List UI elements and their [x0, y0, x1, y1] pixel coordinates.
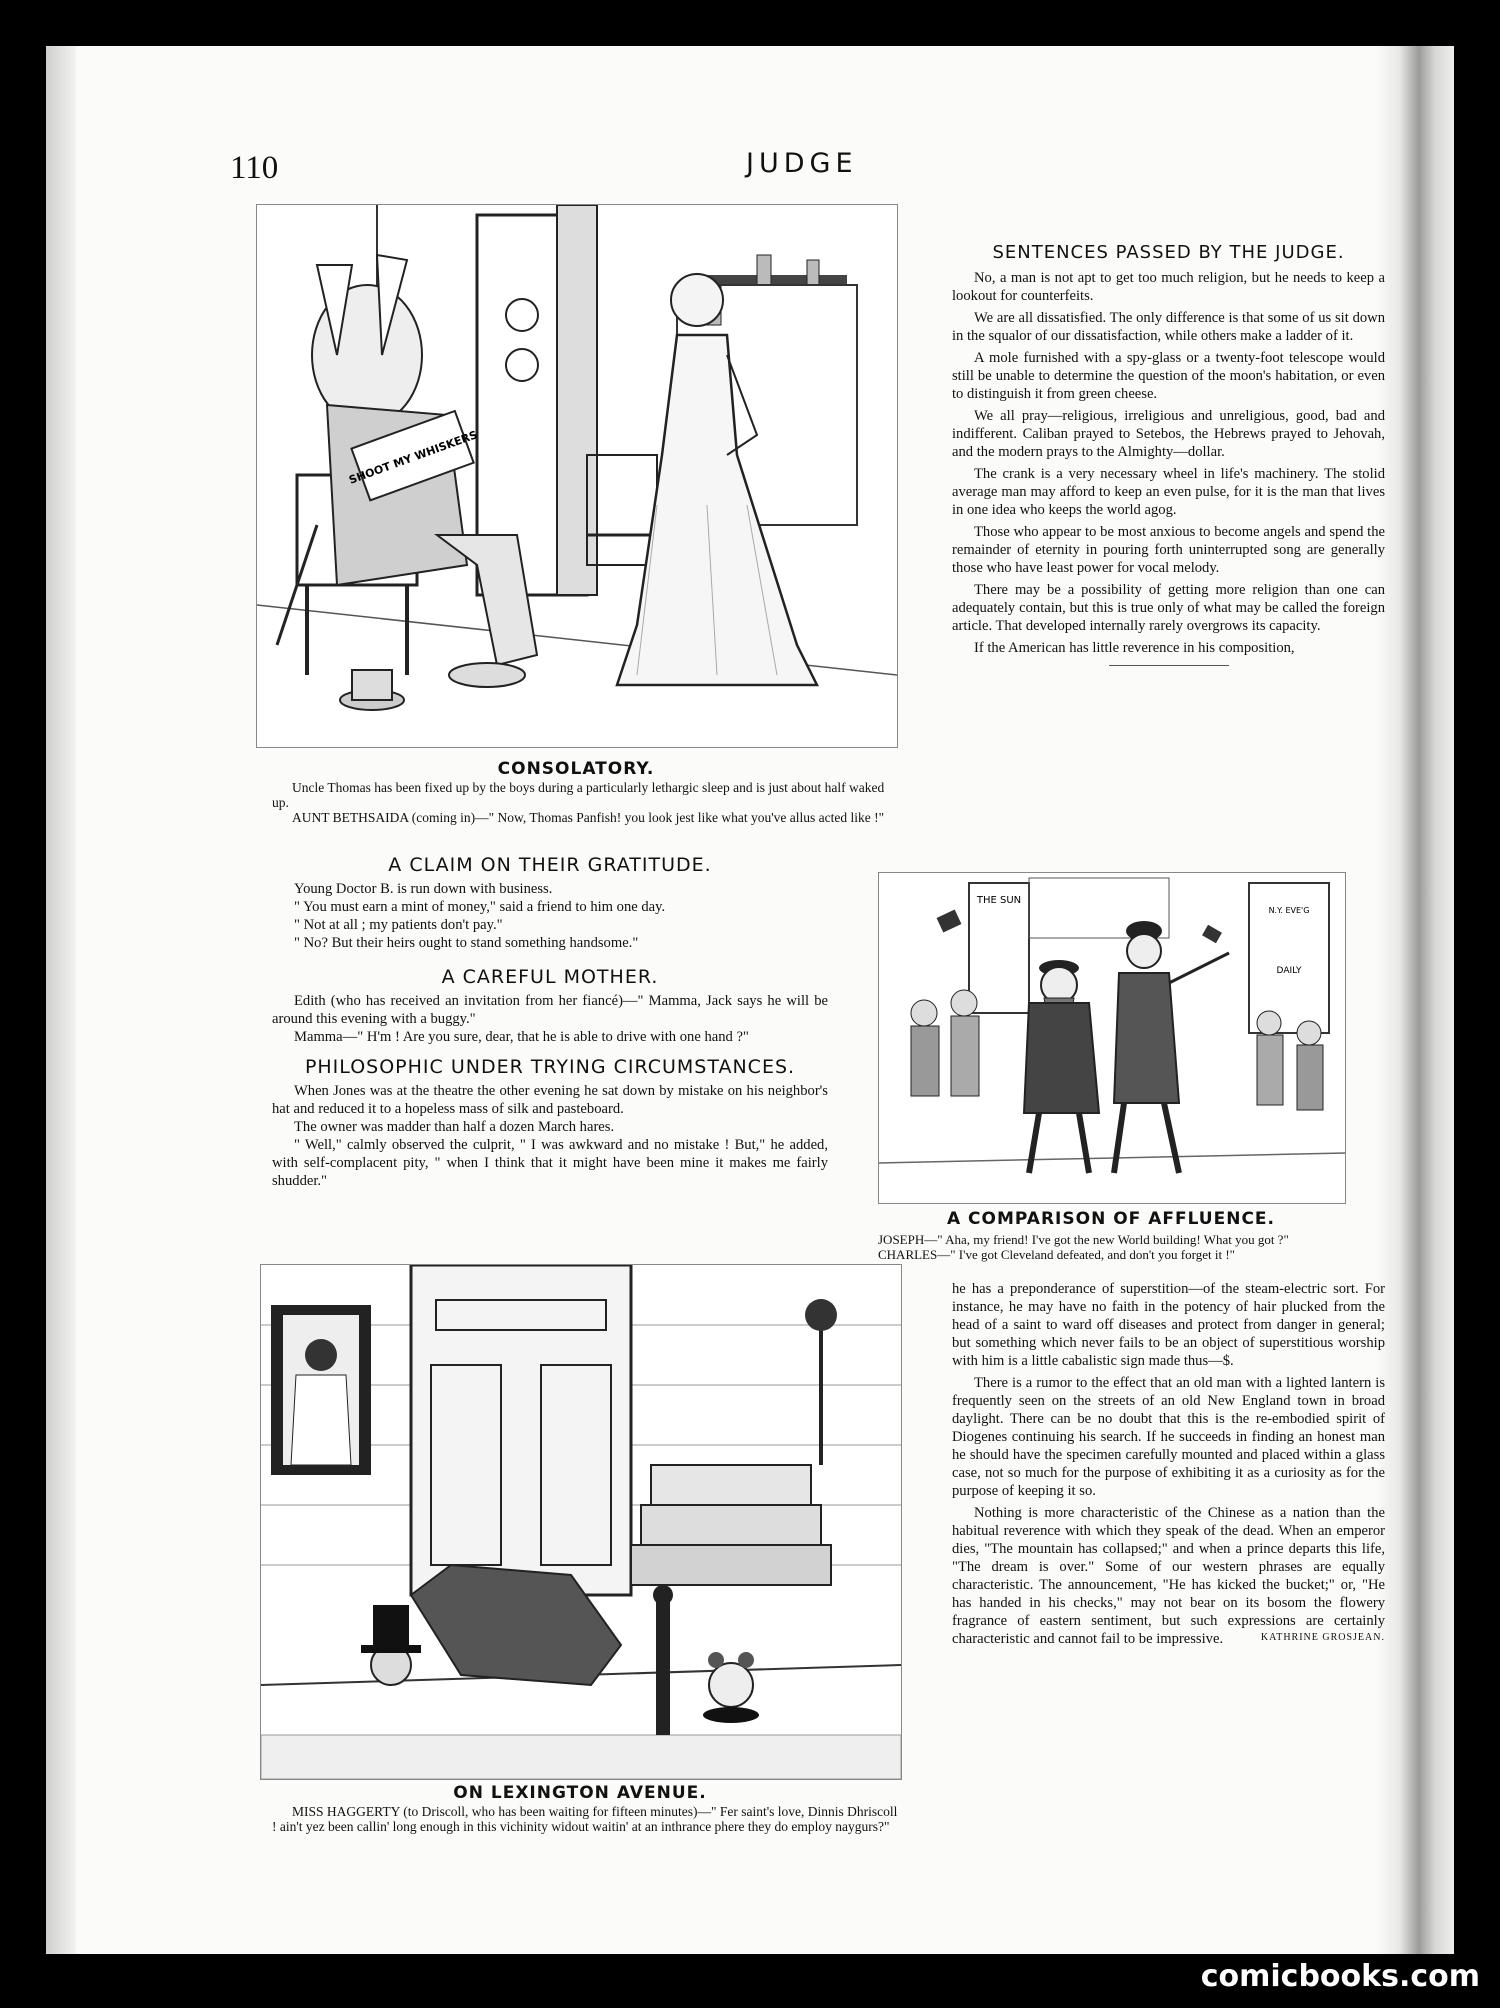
claim-headline: A CLAIM ON THEIR GRATITUDE.	[388, 854, 712, 876]
consolatory-drawing	[257, 205, 897, 747]
mother-body	[272, 992, 828, 1046]
consolatory-caption	[272, 780, 902, 825]
lexington-drawing	[261, 1265, 901, 1779]
lexington-caption-line: MISS HAGGERTY (to Driscoll, who has been waiting for fifteen minutes)—" Fer saint's love, Dinnis Dhriscoll ! ain't yez been callin' long enough in this vichinity widout waitin' at an inthrance phere they do employ naygurs?"	[272, 1804, 898, 1834]
affluence-sign-daily: DAILY	[1276, 966, 1302, 976]
illustration-affluence	[878, 872, 1346, 1204]
consolatory-caption-line: AUNT BETHSAIDA (coming in)—" Now, Thomas Panfish! you look jest like what you've allus acted like !"	[292, 810, 885, 825]
lexington-caption	[272, 1804, 902, 1834]
column-rule	[1109, 665, 1229, 666]
sentence-paragraph: There is a rumor to the effect that an old man with a lighted lantern is frequently seen on the streets of an old New England town in broad daylight. There can be no doubt that this is the re-embodied spirit of Diogenes continuing his search. If he succeeds in finding an honest man he should have the specimen carefully mounted and placed within a glass case, not so much for the purpose of exhibiting it as a curiosity as for the purpose of keeping it so.	[952, 1375, 1385, 1499]
sentences-headline: SENTENCES PASSED BY THE JUDGE.	[992, 242, 1345, 263]
sentence-paragraph: The crank is a very necessary wheel in life's machinery. The stolid average man may afford to keep an even pulse, for it is the man that lives in one idea who keeps the world agog.	[952, 466, 1385, 518]
philosophic-line: " Well," calmly observed the culprit, " I was awkward and no mistake ! But," he added, with self-complacent pity, " when I think that it might have been mine it makes me fairly shudder."	[272, 1137, 828, 1189]
claim-line: " No? But their heirs ought to stand something handsome."	[294, 935, 639, 951]
sentences-continued	[952, 1280, 1385, 1647]
mother-headline: A CAREFUL MOTHER.	[441, 966, 659, 988]
affluence-caption	[878, 1232, 1348, 1262]
claim-body	[272, 880, 828, 952]
page-gutter-left	[46, 46, 76, 1954]
sentences-body	[952, 269, 1385, 657]
left-column-jokes	[272, 854, 828, 1190]
page-binding-edge	[1376, 46, 1454, 1954]
philosophic-line: The owner was madder than half a dozen March hares.	[294, 1119, 615, 1135]
philosophic-body	[272, 1082, 828, 1190]
claim-line: Young Doctor B. is run down with business.	[294, 881, 553, 897]
affluence-sign-sun: THE SUN	[976, 895, 1022, 906]
sentence-paragraph: There may be a possibility of getting more religion than one can adequately contain, but this is true only of what may be called the foreign article. That developed internally rarely overgrows its capacity.	[952, 582, 1385, 634]
philosophic-headline: PHILOSOPHIC UNDER TRYING CIRCUMSTANCES.	[304, 1056, 796, 1078]
newspaper-page	[46, 46, 1454, 1954]
affluence-sign-world: N.Y. EVE'G	[1268, 906, 1310, 915]
page-number: 110	[230, 150, 279, 186]
sentence-paragraph: No, a man is not apt to get too much religion, but he needs to keep a lookout for counterfeits.	[952, 270, 1385, 304]
sentence-paragraph: We are all dissatisfied. The only difference is that some of us sit down in the squalor of our dissatisfaction, while others make a ladder of it.	[952, 310, 1385, 344]
consolatory-caption-title: CONSOLATORY.	[497, 759, 655, 779]
mother-line: Edith (who has received an invitation from her fiancé)—" Mamma, Jack says he will be around this evening with a buggy."	[272, 993, 828, 1027]
sentences-continued-body	[952, 1280, 1385, 1648]
author-signature: KATHRINE GROSJEAN.	[1260, 1632, 1385, 1643]
sentence-paragraph: he has a preponderance of superstition—of the steam-electric sort. For instance, he may have no faith in the potency of hair plucked from the head of a saint to ward off diseases and protect from danger in general; but something which never fails to be an object of superstitious worship with him is a little cabalistic sign made thus—$.	[952, 1281, 1385, 1369]
sentences-column	[952, 242, 1385, 674]
affluence-caption-line: JOSEPH—" Aha, my friend! I've got the new World building! What you got ?"	[878, 1232, 1289, 1247]
watermark: comicbooks.com	[1200, 1959, 1480, 1994]
masthead: JUDGE	[746, 148, 858, 179]
sentence-paragraph: Those who appear to be most anxious to become angels and spend the remainder of eternity in pouring forth uninterrupted song are generally those who have least power for vocal melody.	[952, 524, 1385, 576]
lexington-caption-title: ON LEXINGTON AVENUE.	[453, 1783, 707, 1803]
sentence-paragraph: Nothing is more characteristic of the Chinese as a nation than the habitual reverence with which they speak of the dead. When an emperor dies, "The mountain has collapsed;" and when a prince departs this life, "The dream is over." Some of our western phrases are equally characteristic. The announcement, "He has kicked the bucket;" or, "He has handed in his checks," may not bear on its bosom the flowery fragrance of eastern sentiment, but such expressions are certainly characteristic and cannot fail to be impressive.	[952, 1505, 1385, 1647]
philosophic-line: When Jones was at the theatre the other evening he sat down by mistake on his neighbor's hat and reduced it to a hopeless mass of silk and pasteboard.	[272, 1083, 828, 1117]
consolatory-sign-text: SHOOT MY WHISKERS	[347, 428, 480, 487]
affluence-caption-line: CHARLES—" I've got Cleveland defeated, and don't you forget it !"	[878, 1247, 1235, 1262]
affluence-drawing	[879, 873, 1345, 1203]
sentence-paragraph: If the American has little reverence in his composition,	[974, 640, 1295, 656]
claim-line: " Not at all ; my patients don't pay."	[294, 917, 503, 933]
illustration-consolatory	[256, 204, 898, 748]
consolatory-caption-line: Uncle Thomas has been fixed up by the boys during a particularly lethargic sleep and is just about half waked up.	[272, 780, 885, 810]
mother-line: Mamma—" H'm ! Are you sure, dear, that he is able to drive with one hand ?"	[294, 1029, 749, 1045]
affluence-caption-title: A COMPARISON OF AFFLUENCE.	[946, 1209, 1275, 1229]
sentence-paragraph: A mole furnished with a spy-glass or a twenty-foot telescope would still be unable to determine the question of the moon's habitation, or even to distinguish it from green cheese.	[952, 350, 1385, 402]
sentence-paragraph: We all pray—religious, irreligious and unreligious, good, bad and indifferent. Caliban prayed to Setebos, the Hebrews prayed to Jehovah, and the modern prays to the Almighty—dollar.	[952, 408, 1385, 460]
illustration-lexington	[260, 1264, 902, 1780]
claim-line: " You must earn a mint of money," said a friend to him one day.	[294, 899, 666, 915]
